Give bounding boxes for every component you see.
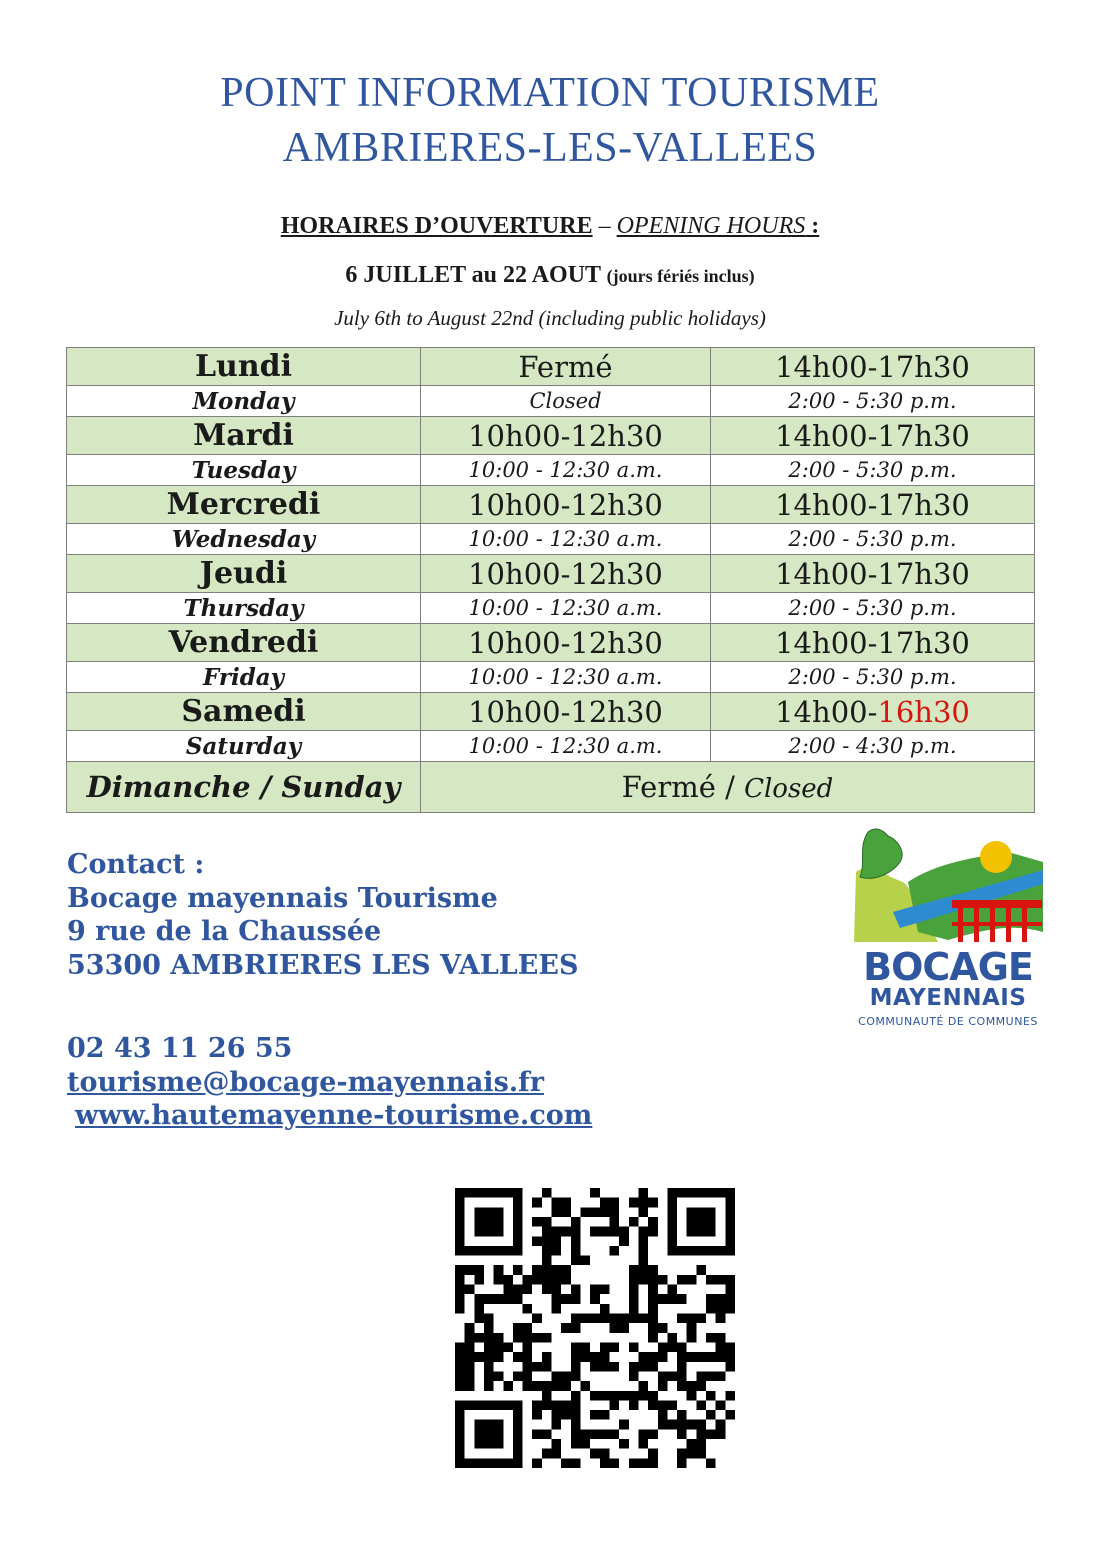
heading-colon: : [805,213,820,239]
contact-label: Contact : [67,849,205,880]
day-en: Tuesday [67,455,421,486]
afternoon-hours-en: 2:00 - 5:30 p.m. [711,386,1035,417]
contact-city: 53300 AMBRIERES LES VALLEES [67,949,579,981]
day-fr: Vendredi [67,624,421,662]
morning-hours-en: Closed [421,386,711,417]
sunday-sep: / [715,770,745,804]
table-row-sunday [67,762,1035,813]
afternoon-hours-fr: 14h00-17h30 [711,348,1035,386]
table-row [67,624,1035,662]
opening-hours-table [66,347,1035,813]
afternoon-hours-en: 2:00 - 4:30 p.m. [711,731,1035,762]
logo-word-bocage: BOCAGE [863,945,1033,989]
morning-hours-en: 10:00 - 12:30 a.m. [421,524,711,555]
logo-word-mayennais: MAYENNAIS [869,985,1027,1011]
afternoon-hours-fr: 14h00-17h30 [711,624,1035,662]
morning-hours-en: 10:00 - 12:30 a.m. [421,731,711,762]
page-title-line1: POINT INFORMATION TOURISME [220,70,880,116]
day-sunday: Dimanche / Sunday [67,762,421,813]
morning-hours-fr: 10h00-12h30 [421,417,711,455]
morning-hours-fr: 10h00-12h30 [421,624,711,662]
afternoon-hours-en: 2:00 - 5:30 p.m. [711,593,1035,624]
morning-hours-en: 10:00 - 12:30 a.m. [421,593,711,624]
day-en: Thursday [67,593,421,624]
email-link[interactable]: tourisme@bocage-mayennais.fr [67,1066,545,1098]
opening-hours-en: OPENING HOURS [616,213,806,239]
day-fr: Mardi [67,417,421,455]
day-en: Friday [67,662,421,693]
day-en: Saturday [67,731,421,762]
page-title-line2: AMBRIERES-LES-VALLEES [282,125,818,171]
table-row [67,486,1035,524]
afternoon-hours-en: 2:00 - 5:30 p.m. [711,524,1035,555]
morning-hours-fr: 10h00-12h30 [421,486,711,524]
period-fr [0,260,1100,291]
contact-links [67,1032,592,1133]
morning-hours-en: 10:00 - 12:30 a.m. [421,455,711,486]
table-row [67,593,1035,624]
morning-hours-fr: Fermé [421,348,711,386]
contact-block [67,848,578,982]
logo-word-communaute: COMMUNAUTÉ DE COMMUNES [858,1015,1038,1028]
afternoon-hours-fr: 14h00-17h30 [711,555,1035,593]
contact-organization: Bocage mayennais Tourisme [67,882,498,914]
table-row [67,455,1035,486]
opening-hours-heading [0,211,1100,241]
table-row [67,348,1035,386]
opening-hours-fr: HORAIRES D’OUVERTURE [280,213,593,239]
day-en: Monday [67,386,421,417]
afternoon-hours-en: 2:00 - 5:30 p.m. [711,455,1035,486]
table-row [67,731,1035,762]
table-row [67,662,1035,693]
table-row [67,386,1035,417]
afternoon-hours-en: 2:00 - 5:30 p.m. [711,662,1035,693]
period-fr-dates: 6 JUILLET au 22 AOUT [345,262,601,288]
sunday-fr: Fermé [621,770,716,804]
afternoon-hours-fr: 14h00-17h30 [711,486,1035,524]
morning-hours-en: 10:00 - 12:30 a.m. [421,662,711,693]
day-fr: Jeudi [67,555,421,593]
table-row [67,417,1035,455]
heading-dash: – [592,213,617,239]
afternoon-start: 14h00- [775,694,878,729]
day-fr: Samedi [67,693,421,731]
period-en: July 6th to August 22nd (including public holidays) [334,306,766,330]
qr-code [455,1188,735,1468]
period-fr-note: (jours fériés inclus) [606,266,755,286]
day-fr: Mercredi [67,486,421,524]
table-row [67,693,1035,731]
day-en: Wednesday [67,524,421,555]
phone-number: 02 43 11 26 55 [67,1033,293,1064]
afternoon-hours-fr: 14h00-17h30 [711,417,1035,455]
afternoon-end-highlight: 16h30 [877,694,970,729]
afternoon-hours-fr [711,693,1035,731]
table-row [67,524,1035,555]
day-fr: Lundi [67,348,421,386]
sunday-status [421,762,1035,813]
sunday-en: Closed [744,774,834,804]
morning-hours-fr: 10h00-12h30 [421,555,711,593]
morning-hours-fr: 10h00-12h30 [421,693,711,731]
website-link[interactable]: www.hautemayenne-tourisme.com [75,1100,593,1131]
table-row [67,555,1035,593]
contact-street: 9 rue de la Chaussée [67,916,382,947]
